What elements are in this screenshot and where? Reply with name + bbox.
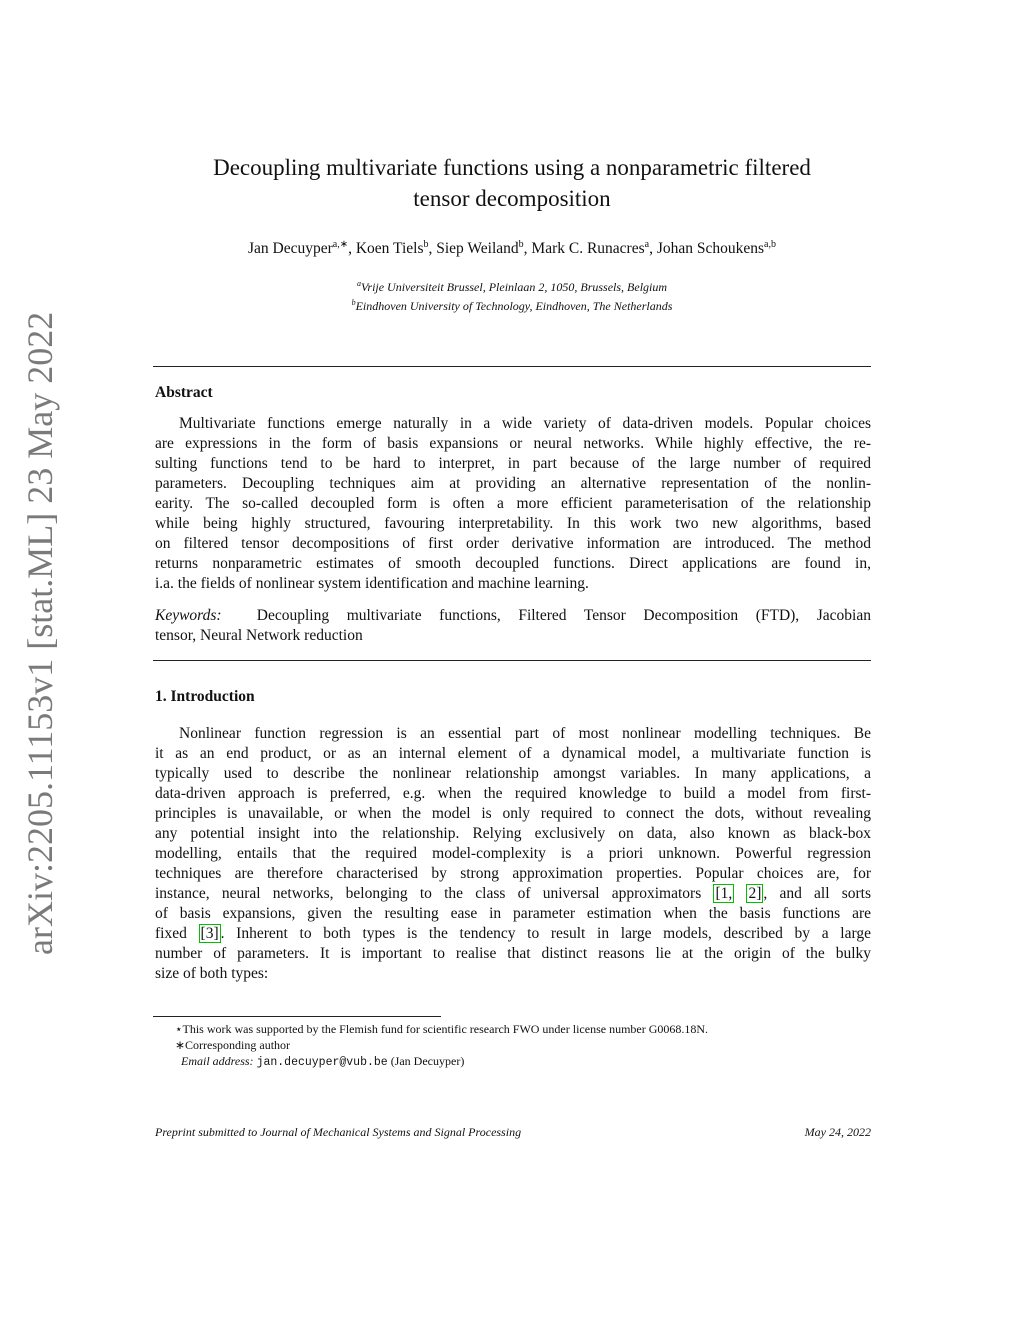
intro-text: fixed — [155, 925, 199, 942]
abstract-line: parameters. Decoupling techniques aim at providing an alternative representation of the nonlin- — [155, 475, 871, 492]
abstract-line: while being highly structured, favouring interpretability. In this work two new algorithms, based — [155, 515, 871, 532]
footnote-rule — [153, 1016, 441, 1017]
citation-link[interactable]: 2] — [748, 885, 762, 902]
author-list: Jan Decuyper$^{a,∗}$, Koen Tiels$^b$, Siep Weiland$^b$, Mark C. Runacres$^a$, Johan Schoukens$^{a,b}$ — [248, 239, 776, 258]
intro-line: principles is unavailable, or when the model is only required to connect the dots, without revealing — [155, 805, 871, 822]
intro-line: size of both types: — [155, 965, 269, 982]
author: Koen Tiels — [355, 240, 424, 258]
keywords — [155, 606, 871, 646]
intro-line: any potential insight into the relationship. Relying exclusively on data, also known as black-box — [155, 825, 871, 842]
intro-line: modelling, entails that the required model-complexity is a priori unknown. Powerful regression — [155, 845, 871, 862]
author-sup: a,∗ — [332, 239, 349, 250]
intro-line — [155, 884, 871, 904]
title-line-1: Decoupling multivariate functions using a nonparametric filtered — [213, 155, 811, 180]
abstract-line: on filtered tensor decompositions of first order derivative information are introduced. The method — [155, 535, 871, 552]
keywords-line-2: tensor, Neural Network reduction — [155, 627, 363, 644]
abstract-heading: Abstract — [155, 384, 213, 401]
abstract-body — [155, 414, 871, 594]
section-heading: 1. Introduction — [155, 688, 255, 705]
introduction-body — [155, 724, 871, 984]
abstract-line: earity. The so-called decoupled form is often a more efficient parameterisation of the relationship — [155, 495, 871, 512]
affiliations — [140, 276, 884, 314]
footnote-email — [175, 1053, 875, 1071]
affiliation — [140, 295, 884, 314]
author: Johan Schoukens — [656, 240, 765, 258]
author-sup: a — [644, 239, 650, 250]
intro-line: typically used to describe the nonlinear relationship amongst variables. In many applications, a — [155, 765, 871, 782]
footer-date: May 24, 2022 — [804, 1125, 871, 1139]
intro-text: . Inherent to both types is the tendency to result in large models, described by a large — [220, 925, 871, 942]
abstract-line: i.a. the fields of nonlinear system identification and machine learning. — [155, 575, 589, 592]
author: Jan Decuyper — [248, 240, 333, 258]
arxiv-identifier[interactable]: arXiv:2205.11153v1 [stat.ML] 23 May 2022 — [20, 311, 60, 955]
intro-text: instance, neural networks, belonging to the class of universal approximators — [155, 885, 714, 902]
affiliation-text: Eindhoven University of Technology, Eindhoven, The Netherlands — [355, 299, 673, 313]
keywords-text: Decoupling multivariate functions, Filtered Tensor Decomposition (FTD), Jacobian — [256, 607, 871, 624]
citation-link[interactable]: [3] — [200, 925, 219, 942]
abstract-line: returns nonparametric estimates of smooth decoupled functions. Direct applications are found in, — [155, 555, 871, 572]
abstract-top-rule — [153, 366, 871, 367]
footnotes — [175, 1021, 875, 1071]
intro-text: , and all sorts — [763, 885, 872, 902]
author: Mark C. Runacres — [531, 240, 645, 258]
abstract-bottom-rule — [153, 660, 871, 661]
intro-line: number of parameters. It is important to realise that distinct reasons lie at the origin of the bulky — [155, 945, 871, 962]
keywords-label: Keywords: — [155, 607, 222, 624]
intro-line — [155, 924, 871, 944]
footnote-funding: ⋆This work was supported by the Flemish fund for scientific research FWO under license number G0068.18N. — [175, 1022, 709, 1036]
paper-title — [140, 152, 884, 214]
intro-line: Nonlinear function regression is an essential part of most nonlinear modelling techniques. Be — [179, 725, 871, 742]
intro-line: it as an end product, or as an internal element of a dynamical model, a multivariate function is — [155, 745, 871, 762]
citation-link[interactable]: [1, — [715, 885, 733, 902]
abstract-line: Multivariate functions emerge naturally in a wide variety of data-driven models. Popular choices — [179, 415, 871, 432]
email-link[interactable]: jan.decuyper@vub.be — [256, 1056, 388, 1069]
affiliation-text: Vrije Universiteit Brussel, Pleinlaan 2, 1050, Brussels, Belgium — [360, 280, 668, 294]
intro-line: of basis expansions, given the resulting ease in parameter estimation when the basis functions are — [155, 905, 871, 922]
author-sup: a,b — [764, 239, 776, 250]
intro-line: data-driven approach is preferred, e.g. when the required knowledge to build a model from first- — [155, 785, 871, 802]
affiliation — [140, 276, 884, 295]
title-line-2: tensor decomposition — [413, 186, 611, 211]
footer-journal: Preprint submitted to Journal of Mechanical Systems and Signal Processing — [155, 1125, 522, 1139]
footnote-corresponding: ∗Corresponding author — [175, 1038, 291, 1052]
intro-line: techniques are therefore characterised by strong approximation properties. Popular choices are, for — [155, 865, 871, 882]
email-name: (Jan Decuyper) — [390, 1054, 465, 1068]
abstract-line: sulting functions tend to be hard to interpret, in part because of the large number of required — [155, 455, 871, 472]
author: Siep Weiland — [436, 240, 519, 258]
author-sup: b — [518, 239, 524, 250]
affiliation-sup: b — [351, 298, 356, 307]
affiliation-sup: a — [356, 279, 361, 288]
author-sup: b — [423, 239, 429, 250]
email-label: Email address: — [181, 1054, 254, 1068]
abstract-line: are expressions in the form of basis expansions or neural networks. While highly effective, the re- — [155, 435, 871, 452]
